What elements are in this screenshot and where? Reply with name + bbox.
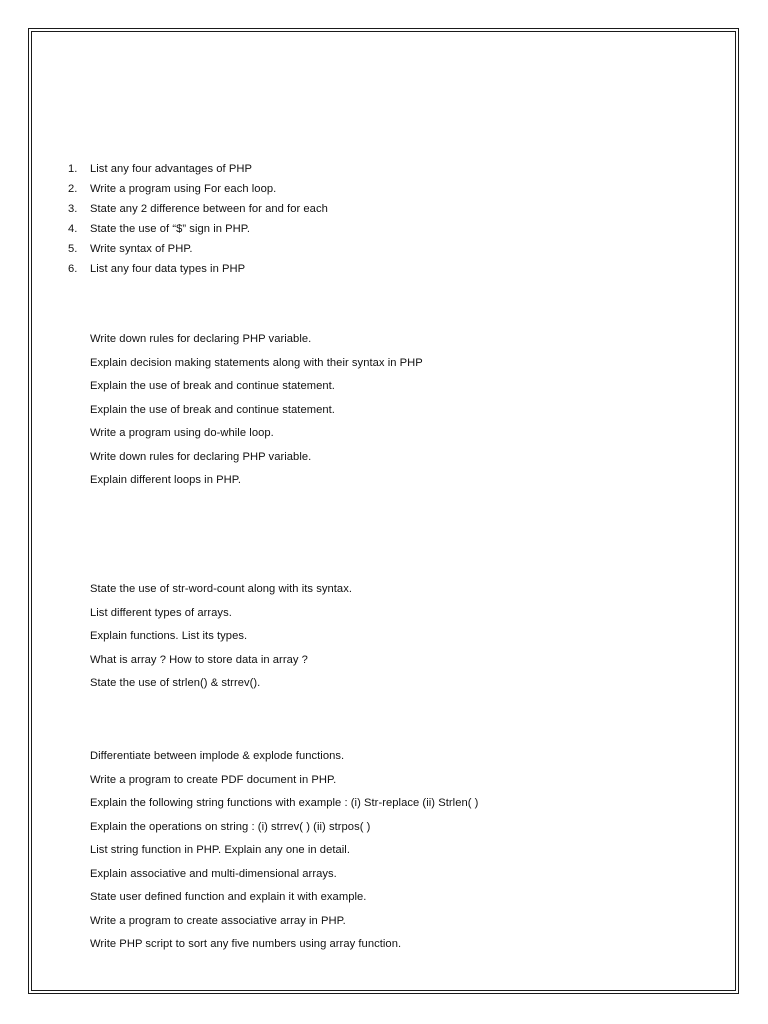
question-line: Explain the use of break and continue statement. [90, 380, 335, 392]
list-item [68, 259, 328, 279]
question-line: Explain associative and multi-dimensional arrays. [90, 867, 337, 880]
question-line: State the use of str-word-count along with its syntax. [90, 583, 353, 595]
question-text: State any 2 difference between for and for each [90, 203, 328, 215]
numbered-question-list [68, 159, 328, 279]
item-number: 3. [68, 203, 78, 215]
question-line: List different types of arrays. [90, 606, 232, 619]
question-text: Write a program using For each loop. [90, 183, 277, 195]
question-line: Write down rules for declaring PHP variable. [90, 333, 312, 345]
question-line: Write down rules for declaring PHP variable. [90, 450, 312, 463]
question-line: Explain the use of break and continue statement. [90, 403, 335, 416]
item-number: 2. [68, 183, 78, 195]
question-line: State the use of strlen() & strrev(). [90, 677, 261, 689]
item-number: 4. [68, 223, 78, 235]
question-text: Write syntax of PHP. [90, 243, 193, 255]
question-line: List string function in PHP. Explain any one in detail. [90, 844, 351, 856]
document-page [31, 31, 736, 991]
question-line: State user defined function and explain it with example. [90, 891, 367, 903]
question-line: Write PHP script to sort any five numbers using array function. [90, 938, 402, 950]
question-line: Write a program to create PDF document in PHP. [90, 773, 337, 786]
item-number: 5. [68, 243, 78, 255]
question-group-2 [90, 578, 352, 696]
question-line: Write a program to create associative array in PHP. [90, 914, 346, 927]
question-line: Explain decision making statements along with their syntax in PHP [90, 356, 423, 369]
list-item [68, 199, 328, 219]
list-item [68, 179, 328, 199]
question-group-1 [90, 328, 423, 493]
question-line: Explain the operations on string : (i) strrev( ) (ii) strpos( ) [90, 820, 371, 833]
question-text: List any four advantages of PHP [90, 163, 252, 175]
question-text: List any four data types in PHP [90, 263, 246, 275]
item-number: 1. [68, 163, 78, 175]
list-item [68, 239, 328, 259]
question-line: Write a program using do-while loop. [90, 427, 274, 439]
question-line: What is array ? How to store data in array ? [90, 653, 308, 666]
item-number: 6. [68, 263, 78, 275]
question-group-3 [90, 745, 478, 957]
question-line: Explain the following string functions with example : (i) Str-replace (ii) Strlen( ) [90, 797, 479, 809]
question-line: Differentiate between implode & explode functions. [90, 750, 345, 762]
list-item [68, 159, 328, 179]
question-line: Explain different loops in PHP. [90, 474, 242, 486]
question-line: Explain functions. List its types. [90, 630, 248, 642]
list-item [68, 219, 328, 239]
question-text: State the use of “$” sign in PHP. [90, 223, 251, 235]
